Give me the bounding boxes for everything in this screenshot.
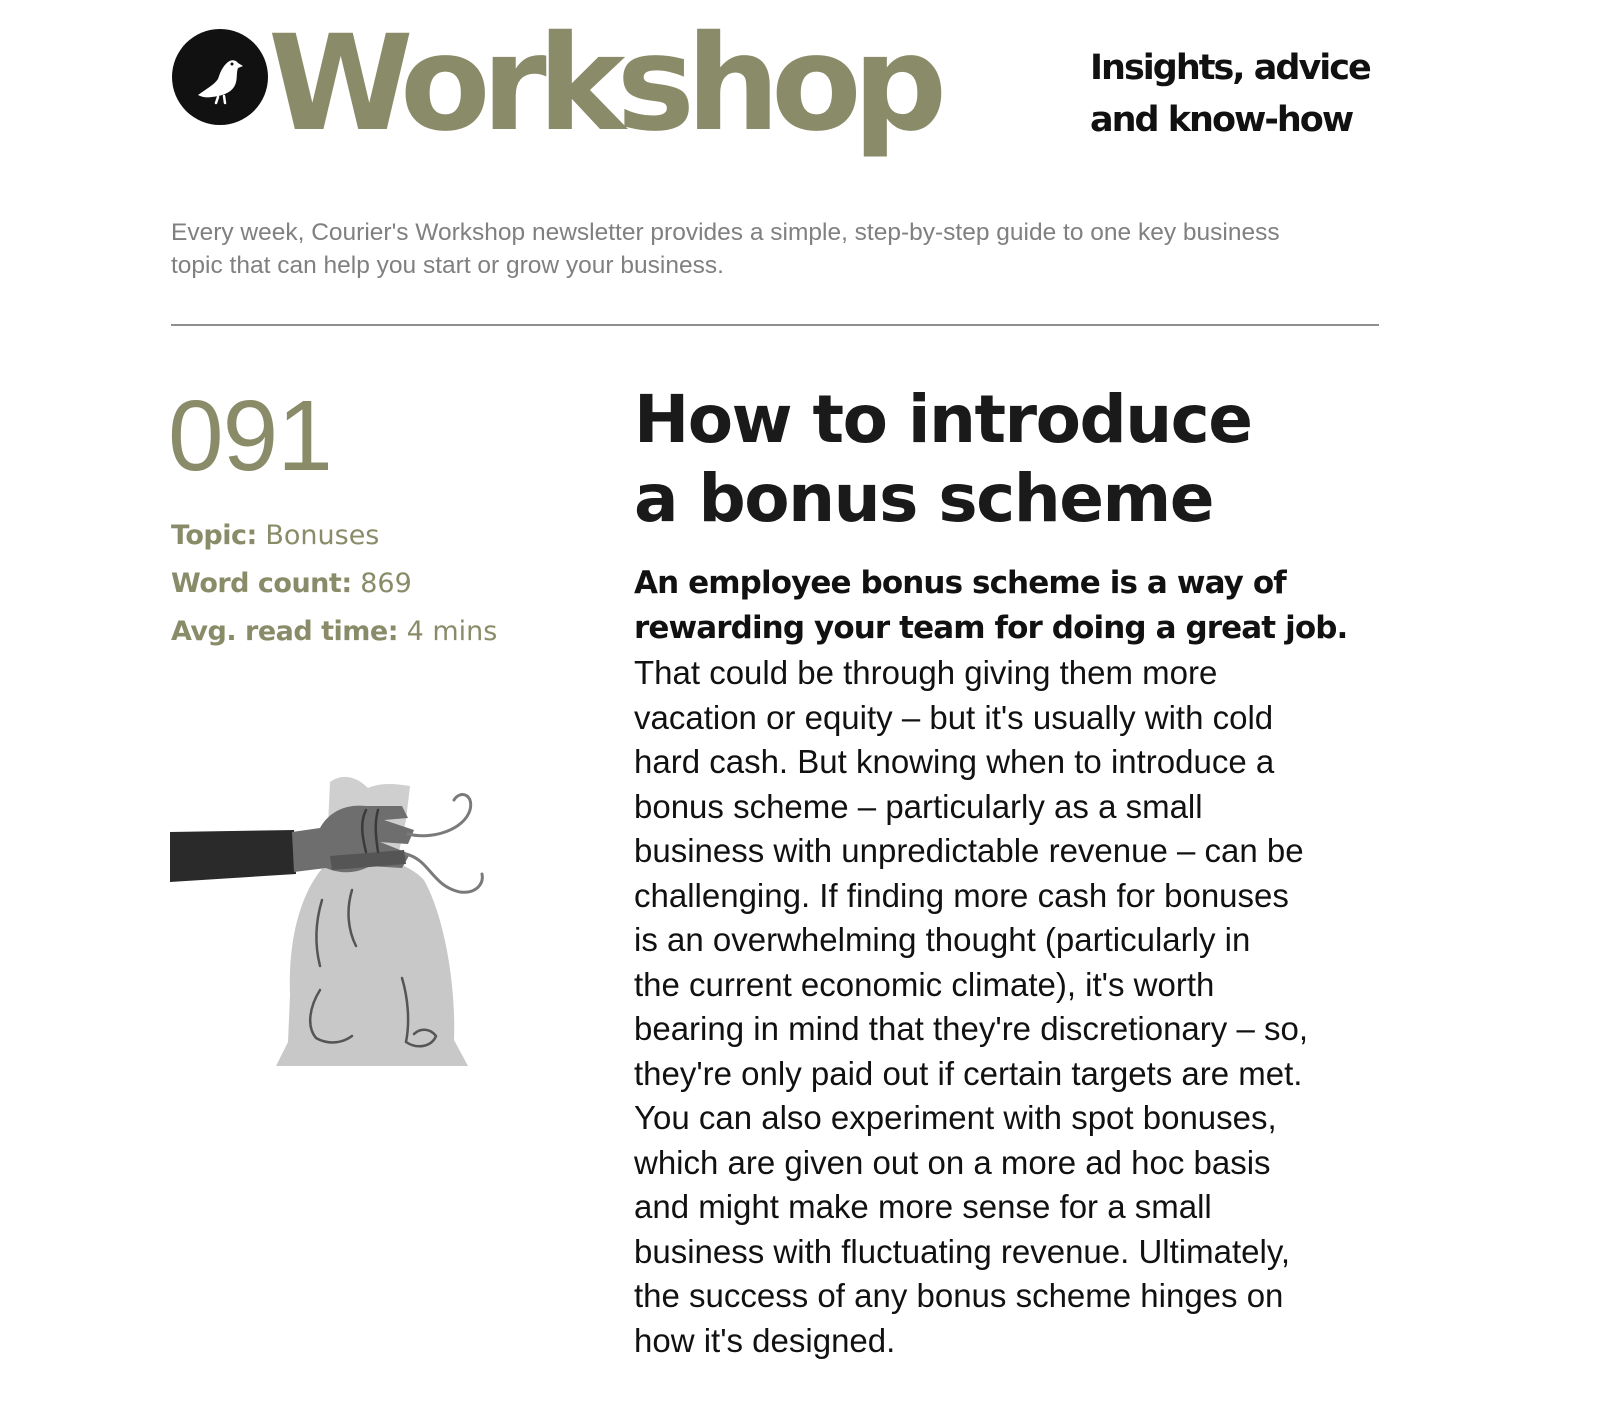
brand-wordmark: Workshop xyxy=(268,7,939,161)
tagline-line: Insights, advice xyxy=(1090,48,1370,88)
body-line: You can also experiment with spot bonuses, xyxy=(634,1099,1277,1136)
meta-word-count-label: Word count: xyxy=(171,568,352,599)
article-lede xyxy=(634,561,1394,650)
body-line: bearing in mind that they're discretionary – so, xyxy=(634,1010,1308,1047)
body-line: business with fluctuating revenue. Ultimately, xyxy=(634,1232,1291,1270)
body-line: vacation or equity – but it's usually with cold xyxy=(634,698,1274,736)
intro-line: topic that can help you start or grow your business. xyxy=(171,252,724,279)
lede-line: An employee bonus scheme is a way of xyxy=(634,565,1286,601)
meta-read-time-value: 4 mins xyxy=(406,616,498,647)
meta-read-time-label: Avg. read time: xyxy=(171,616,398,647)
divider xyxy=(171,324,1379,326)
meta-word-count-value: 869 xyxy=(360,568,412,599)
lede-line: rewarding your team for doing a great job. xyxy=(634,609,1348,646)
body-line: the success of any bonus scheme hinges on xyxy=(634,1277,1284,1314)
tagline-line: and know-how xyxy=(1090,100,1353,140)
logo-badge xyxy=(172,29,268,125)
article-body xyxy=(634,651,1394,1363)
illustration xyxy=(170,770,510,1070)
article-headline xyxy=(634,380,1394,538)
meta-read-time xyxy=(171,612,497,652)
body-line: and might make more sense for a small xyxy=(634,1188,1212,1225)
money-bag-in-hand-icon xyxy=(170,770,510,1070)
pigeon-icon xyxy=(172,29,268,125)
meta-topic-value: Bonuses xyxy=(265,520,380,551)
body-line: how it's designed. xyxy=(634,1321,896,1359)
body-line: which are given out on a more ad hoc basis xyxy=(634,1143,1271,1181)
headline-line: a bonus scheme xyxy=(634,460,1214,537)
meta-word-count xyxy=(171,564,412,604)
body-line: the current economic climate), it's worth xyxy=(634,965,1215,1003)
body-line: That could be through giving them more xyxy=(634,654,1218,691)
intro-text xyxy=(171,216,1411,282)
body-line: business with unpredictable revenue – can be xyxy=(634,832,1304,869)
body-line: bonus scheme – particularly as a small xyxy=(634,787,1203,825)
body-line: they're only paid out if certain targets are met. xyxy=(634,1054,1303,1092)
body-line: challenging. If finding more cash for bonuses xyxy=(634,876,1289,914)
headline-line: How to introduce xyxy=(634,381,1252,458)
meta-topic-label: Topic: xyxy=(171,520,257,551)
body-line: is an overwhelming thought (particularly in xyxy=(634,921,1251,958)
tagline xyxy=(1090,42,1410,146)
issue-number: 091 xyxy=(168,380,332,492)
intro-line: Every week, Courier's Workshop newsletter provides a simple, step-by-step guide to one key business xyxy=(171,219,1280,246)
body-line: hard cash. But knowing when to introduce a xyxy=(634,743,1275,780)
meta-topic xyxy=(171,516,379,556)
